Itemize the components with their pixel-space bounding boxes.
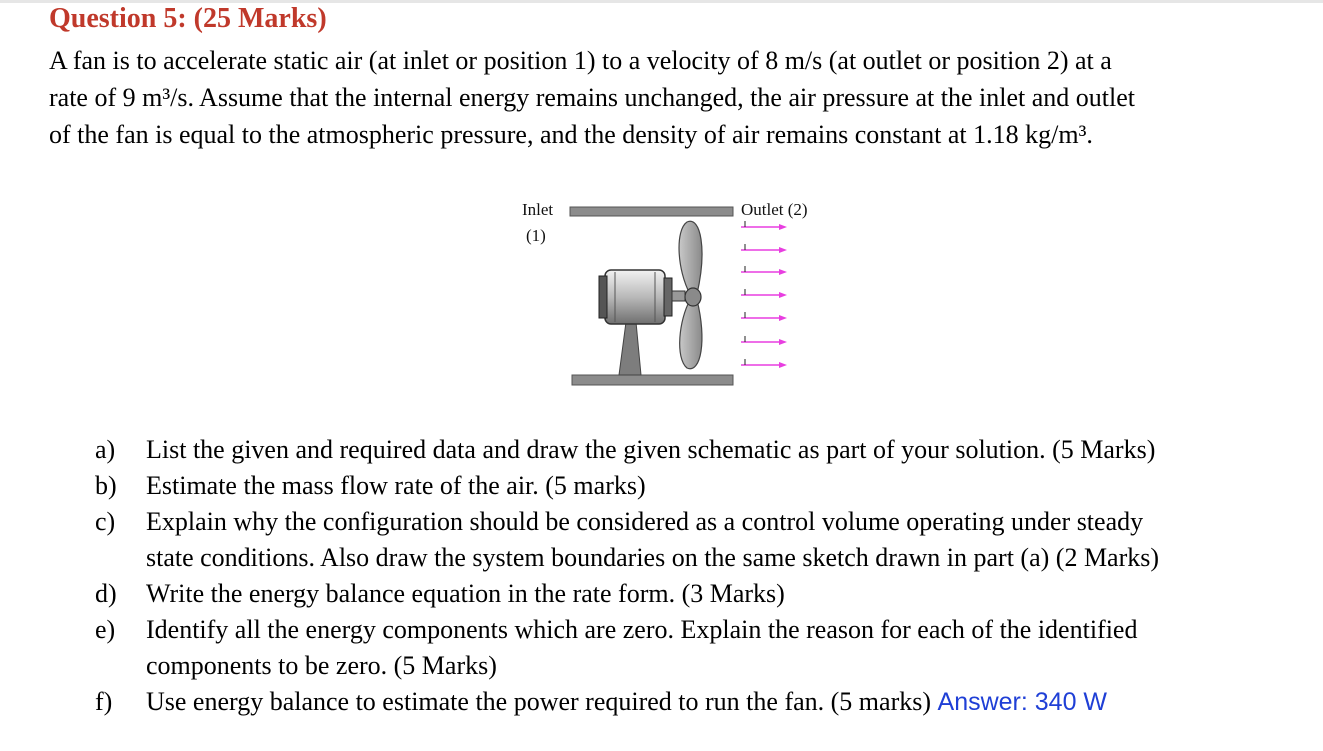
fan-schematic	[515, 190, 845, 400]
part-letter: a)	[95, 435, 116, 464]
fan-drawing	[515, 190, 845, 400]
outlet-flow-arrows	[741, 221, 787, 368]
flow-arrow-head	[779, 224, 787, 230]
fan-shaft	[672, 291, 685, 301]
answer-text: Answer: 340 W	[937, 688, 1108, 716]
flow-arrow-head	[779, 292, 787, 298]
question-parts-list	[95, 432, 1310, 720]
part-text: Identify all the energy components which are zero. Explain the reason for each of the identified	[146, 615, 1138, 644]
part-a	[95, 432, 1310, 468]
flow-arrow-head	[779, 247, 787, 253]
part-letter: f)	[95, 687, 113, 716]
part-text: Use energy balance to estimate the power required to run the fan. (5 marks)	[146, 687, 932, 716]
motor-front-cap	[664, 278, 672, 316]
flow-arrow-head	[779, 362, 787, 368]
part-text: Explain why the configuration should be considered as a control volume operating under steady	[146, 507, 1144, 536]
part-letter: b)	[95, 471, 117, 500]
statement-line: A fan is to accelerate static air (at inlet or position 1) to a velocity of 8 m/s (at outlet or position 2) at a	[49, 46, 1112, 75]
inlet-position-label: (1)	[526, 226, 546, 245]
flow-arrow-head	[779, 339, 787, 345]
motor-housing	[605, 270, 665, 324]
statement-line: of the fan is equal to the atmospheric pressure, and the density of air remains constant at 1.18 kg/m³.	[49, 120, 1093, 149]
part-text: List the given and required data and draw the given schematic as part of your solution. (5 Marks)	[146, 435, 1156, 464]
inlet-label: Inlet	[522, 200, 554, 219]
floor-base	[572, 375, 733, 385]
statement-line: rate of 9 m³/s. Assume that the internal energy remains unchanged, the air pressure at the inlet and outlet	[49, 83, 1135, 112]
part-b	[95, 468, 1310, 504]
part-text: Estimate the mass flow rate of the air. (5 marks)	[146, 471, 646, 500]
part-text: Write the energy balance equation in the rate form. (3 Marks)	[146, 579, 785, 608]
part-c	[95, 504, 1310, 576]
part-f	[95, 684, 1310, 720]
part-letter: d)	[95, 579, 117, 608]
part-letter: c)	[95, 507, 116, 536]
outlet-label: Outlet (2)	[741, 200, 808, 219]
part-e	[95, 612, 1310, 684]
fan-blade-lower	[680, 300, 702, 369]
flow-arrow-head	[779, 315, 787, 321]
fan-stand	[619, 322, 641, 375]
duct-top-wall	[570, 207, 733, 216]
part-d	[95, 576, 1310, 612]
part-text: components to be zero. (5 Marks)	[146, 651, 497, 680]
motor-rear-cap	[599, 276, 607, 318]
part-letter: e)	[95, 615, 116, 644]
question-title: Question 5: (25 Marks)	[49, 3, 327, 34]
question-statement	[49, 42, 1309, 153]
flow-arrow-head	[779, 269, 787, 275]
part-text: state conditions. Also draw the system boundaries on the same sketch drawn in part (a) (2 Marks)	[146, 543, 1160, 572]
fan-hub	[685, 288, 701, 306]
fan-blade-upper	[679, 221, 702, 294]
